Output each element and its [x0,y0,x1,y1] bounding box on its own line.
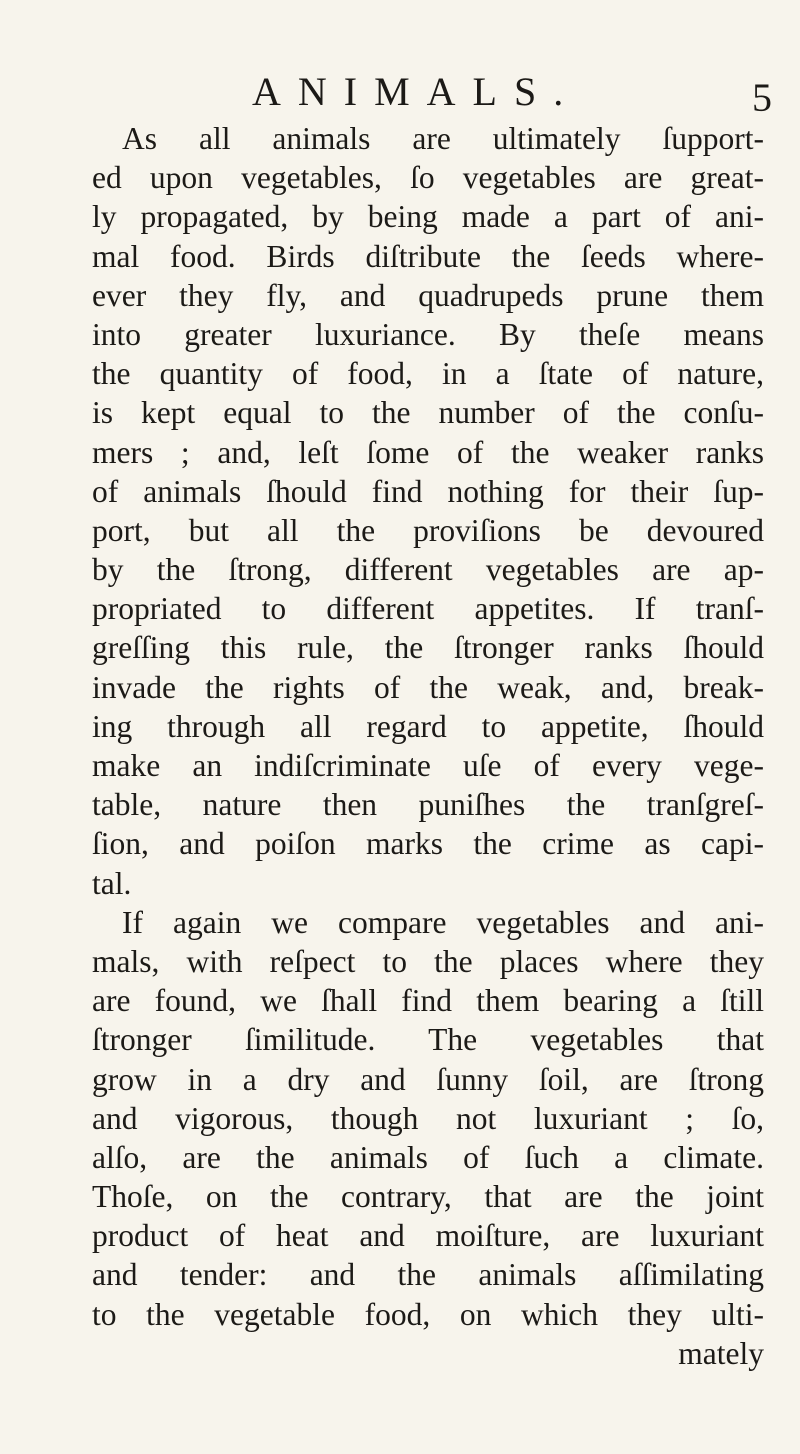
text-line: and vigorous, though not luxuriant ; ſo, [92,1100,764,1136]
text-line: of animals ſhould find nothing for their ſup- [92,473,764,509]
text-line: the quantity of food, in a ſtate of nature, [92,356,764,392]
text-line: make an indiſcriminate uſe of every vege- [92,748,764,783]
text-line: ſion, and poiſon marks the crime as capi- [92,826,764,862]
text-line: ly propagated, by being made a part of ani- [92,199,764,235]
catchword: mately [678,1335,764,1371]
text-line: invade the rights of the weak, and, break- [92,669,764,705]
text-line: If again we compare vegetables and ani- [122,904,764,940]
text-line: mal food. Birds diſtribute the ſeeds where- [92,238,764,274]
running-head: ANIMALS. [252,69,581,114]
text-line: propriated to different appetites. If tranſ- [92,591,764,627]
text-line: tal. [92,865,132,901]
text-line: is kept equal to the number of the conſu- [92,395,764,431]
text-line: mers ; and, leſt ſome of the weaker ranks [92,434,764,470]
text-line: and tender: and the animals aſſimilating [92,1257,764,1293]
text-line: alſo, are the animals of ſuch a climate. [92,1139,764,1175]
text-line: mals, with reſpect to the places where they [92,943,764,979]
text-line: ever they fly, and quadrupeds prune them [92,277,764,313]
text-line: grow in a dry and ſunny ſoil, are ſtrong [92,1061,764,1097]
text-line: greſſing this rule, the ſtronger ranks ſhould [92,630,764,666]
text-line: are found, we ſhall find them bearing a ſtill [92,983,764,1019]
text-line: port, but all the proviſions be devoured [92,512,764,548]
text-line: ing through all regard to appetite, ſhould [92,708,764,744]
text-line: by the ſtrong, different vegetables are ap- [92,552,764,588]
text-line: ed upon vegetables, ſo vegetables are great- [92,160,764,196]
text-line: ſtronger ſimilitude. The vegetables that [92,1022,764,1058]
text-line: table, nature then puniſhes the tranſgreſ- [92,787,764,823]
text-line: into greater luxuriance. By theſe means [92,316,764,352]
body-text [92,119,764,1373]
text-line: to the vegetable food, on which they ulti- [92,1296,764,1332]
page-number: 5 [752,75,772,120]
text-line: Thoſe, on the contrary, that are the joint [92,1179,764,1215]
text-line: product of heat and moiſture, are luxuriant [92,1218,764,1254]
text-line: As all animals are ultimately ſupport- [122,121,764,156]
